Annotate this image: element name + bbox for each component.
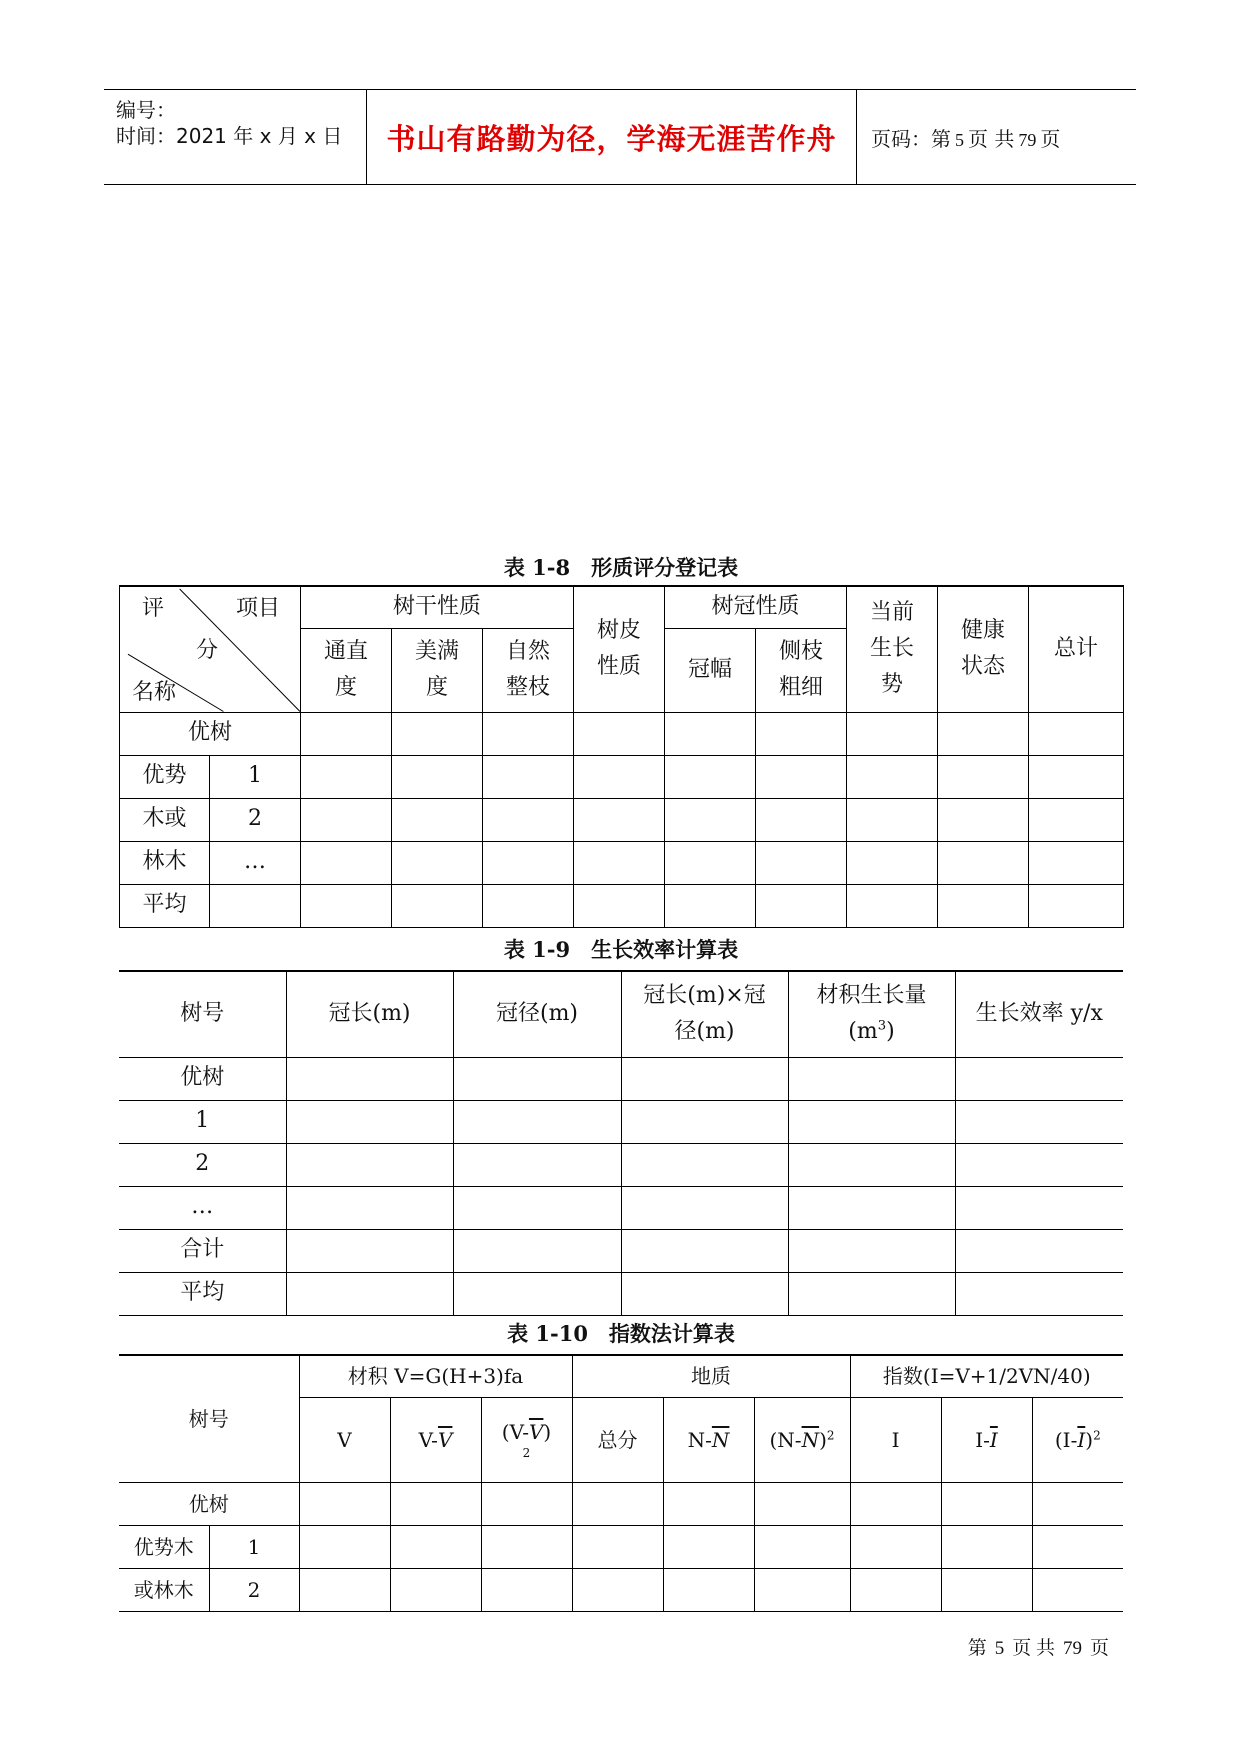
n-dev-header: $N-\overline{N}$ [663, 1397, 754, 1482]
row-label: 优树 [120, 712, 301, 755]
table-row [120, 798, 1124, 841]
table-row [119, 1272, 1123, 1315]
trunk-group-header: 树干性质 [301, 586, 574, 628]
row-index: … [210, 841, 301, 884]
growth-header: 当前 生长 势 [847, 586, 938, 712]
index-method-table [119, 1354, 1123, 1612]
crown-product-header: 冠长(m)×冠 径(m) [621, 971, 788, 1057]
footer-page-total: 79 [1062, 1638, 1082, 1659]
crown-diameter-header: 冠径(m) [453, 971, 621, 1057]
bark-header: 树皮 性质 [574, 586, 665, 712]
index-group-header: 指数(I=V+1/2VN/40) [850, 1355, 1123, 1397]
row-label: 2 [119, 1143, 286, 1186]
row-index: 1 [209, 1525, 299, 1568]
table-row [119, 1100, 1123, 1143]
row-label: 优树 [119, 1482, 299, 1525]
row-index: 1 [210, 755, 301, 798]
motto-text: 书山有路勤为径，学海无涯苦作舟 [386, 121, 837, 156]
row-label: 优势木 [119, 1525, 209, 1568]
table-row [119, 1525, 1123, 1568]
straight-header: 通直 度 [301, 628, 392, 712]
i-sq-header: $(I-\overline{I})^2$ [1032, 1397, 1123, 1482]
table-row [120, 841, 1124, 884]
fullness-header: 美满 度 [392, 628, 483, 712]
row-label: 1 [119, 1100, 286, 1143]
table3-caption: 表 1-10 指数法计算表 [507, 1321, 735, 1346]
row-label: 木或 [120, 798, 210, 841]
row-label: … [119, 1186, 286, 1229]
table-row [119, 1186, 1123, 1229]
header-page-indicator: 页码：第 5 页 共 79 页 [871, 126, 1061, 151]
header-meta-cell [104, 90, 367, 184]
row-label: 平均 [120, 884, 210, 927]
page-header [104, 89, 1136, 185]
header-page-cell [857, 90, 1136, 184]
tree-no-header: 树号 [119, 971, 286, 1057]
volume-group-header: 材积 V=G(H+3)fa [299, 1355, 572, 1397]
corner-cell: 评 项目 分 名称 [120, 586, 301, 712]
crown-group-header: 树冠性质 [665, 586, 847, 628]
total-score-header: 总分 [572, 1397, 663, 1482]
i-header: I [850, 1397, 941, 1482]
row-label: 优树 [119, 1057, 286, 1100]
table1-caption: 表 1-8 形质评分登记表 [503, 555, 739, 580]
row-label: 或林木 [119, 1568, 209, 1611]
v-dev-header: $V-\overline{V}$ [390, 1397, 481, 1482]
volume-growth-header: 材积生长量 $(m^3)$ [788, 971, 955, 1057]
table-row [119, 1482, 1123, 1525]
row-index: 2 [210, 798, 301, 841]
v-sq-header: $(V-\overline{V})$ 2 [481, 1397, 572, 1482]
table-row [120, 755, 1124, 798]
efficiency-header: 生长效率 y/x [955, 971, 1123, 1057]
row-label: 林木 [120, 841, 210, 884]
row-label: 优势 [120, 755, 210, 798]
pruning-header: 自然 整枝 [483, 628, 574, 712]
total-header: 总计 [1029, 586, 1124, 712]
form-quality-table [119, 585, 1124, 928]
footer-page-number: 5 [994, 1638, 1005, 1659]
header-motto-cell [367, 90, 857, 184]
page-footer: 第 5 页 共 79 页 [967, 1638, 1109, 1659]
table-row [119, 1057, 1123, 1100]
doc-number-label: 编号： [116, 98, 176, 122]
crown-length-header: 冠长(m) [286, 971, 453, 1057]
crown-width-header: 冠幅 [665, 628, 756, 712]
branch-header: 侧枝 粗细 [756, 628, 847, 712]
table-row [120, 884, 1124, 927]
health-header: 健康 状态 [938, 586, 1029, 712]
table2-caption: 表 1-9 生长效率计算表 [503, 937, 739, 962]
row-label: 平均 [119, 1272, 286, 1315]
growth-efficiency-table [119, 970, 1123, 1316]
n-sq-header: $(N-\overline{N})^2$ [754, 1397, 850, 1482]
table-row [119, 1568, 1123, 1611]
table-row [120, 712, 1124, 755]
header-page-number: 5 [955, 129, 964, 150]
table-row [119, 1229, 1123, 1272]
tree-no-header: 树号 [119, 1355, 299, 1482]
row-index: 2 [209, 1568, 299, 1611]
site-group-header: 地质 [572, 1355, 850, 1397]
row-label: 合计 [119, 1229, 286, 1272]
v-header: V [299, 1397, 390, 1482]
table-row [119, 1143, 1123, 1186]
i-dev-header: $I-\overline{I}$ [941, 1397, 1032, 1482]
doc-time-label: 时间：2021 年 x 月 x 日 [116, 124, 343, 148]
header-page-total: 79 [1018, 129, 1037, 150]
